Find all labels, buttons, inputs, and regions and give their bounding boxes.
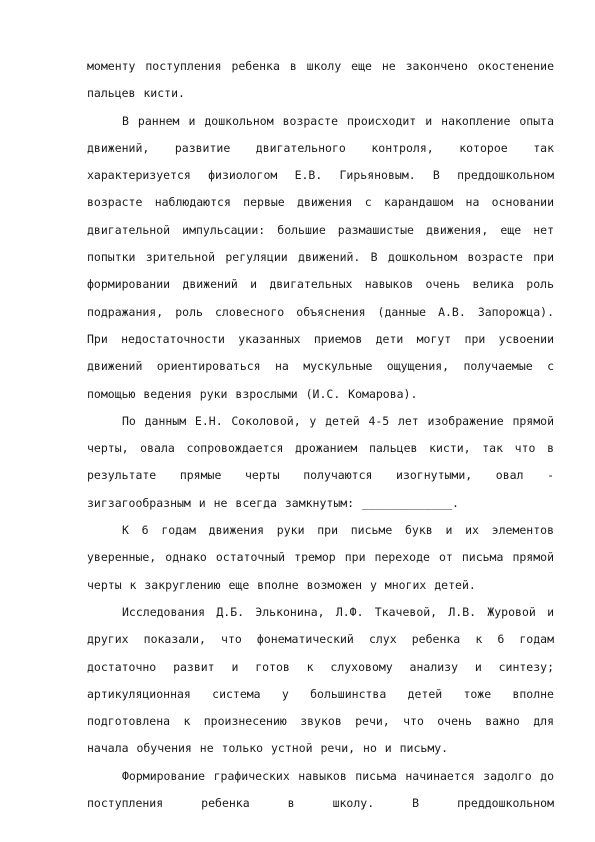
- paragraph-motor-experience: В раннем и дошкольном возрасте происходит и накопление опыта движений, развитие двигательного контроля, которое так характеризуется физиологом Е.В. Гирьяновым. В преддошкольном возрасте наблюдаются первые движения с карандашом на основании двигательной импульсации: большие размашистые движения, еще нет попытки зрительной регуляции движений. В дошкольном возрасте при формировании движений и двигательных навыков очень велика роль подражания, роль словесного объяснения (данные А.В. Запорожца). При недостаточности указанных приемов дети могут при усвоении движений ориентироваться на мускульные ощущения, получаемые с помощью ведения руки взрослыми (И.С. Комарова).: [87, 113, 554, 401]
- paragraph-age-six-movements: К 6 годам движения руки при письме букв и их элементов уверенные, однако остаточный тремор при переходе от письма прямой черты к закруглению еще вполне возможен у многих детей.: [87, 523, 554, 592]
- paragraph-phonemic-hearing: Исследования Д.Б. Эльконина, Л.Ф. Ткачевой, Л.В. Журовой и других показали, что фонематический слух ребенка к 6 годам достаточно развит и готов к слуховому анализу и синтезу; артикуляционная система у большинства детей тоже вполне подготовлена к произнесению звуков речи, что очень важно для начала обучения не только устной речи, но и письму.: [87, 604, 554, 756]
- paragraph-continuation: моменту поступления ребенка в школу еще не закончено окостенение пальцев кисти.: [87, 59, 554, 101]
- paragraph-sokolova-data: По данным Е.Н. Соколовой, у детей 4-5 лет изображение прямой черты, овала сопровождается дрожанием пальцев кисти, так что в результате прямые черты получаются изогнутыми, овал - зигзагообразным и не всегда замкнутым: _____________.: [87, 413, 554, 510]
- document-body: [87, 53, 554, 817]
- paragraph-graphic-skills: Формирование графических навыков письма начинается задолго до поступления ребенка в школу. В преддошкольном: [87, 768, 554, 811]
